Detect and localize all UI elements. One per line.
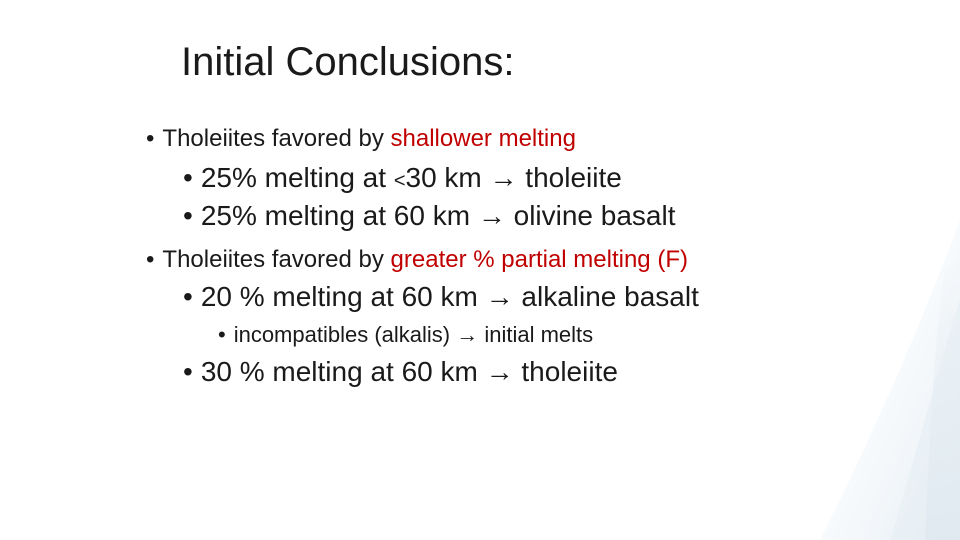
- decorative-background-swoosh: [740, 0, 960, 540]
- less-than-symbol: <: [393, 170, 406, 192]
- bullet-text: 25% melting at: [200, 162, 394, 193]
- bullet-30-melting-60km: [183, 356, 618, 388]
- bullet-text: 30 % melting at 60 km: [200, 356, 486, 387]
- bullet-20-melting-60km: [183, 281, 699, 313]
- arrow-icon: →: [485, 356, 514, 387]
- bullet-text: 25% melting at 60 km: [200, 200, 478, 231]
- arrow-icon: →: [456, 322, 479, 347]
- bullet-glyph: •: [183, 200, 193, 231]
- bullet-25-melting-30km: [183, 162, 622, 194]
- bullet-text: Tholeiites favored by: [162, 246, 391, 273]
- bullet-text: 30 km: [405, 162, 490, 193]
- arrow-icon: →: [485, 281, 514, 312]
- bullet-text: tholeiite: [517, 162, 622, 193]
- bullet-text: tholeiite: [513, 356, 618, 387]
- bullet-text: initial melts: [478, 322, 594, 347]
- bullet-glyph: •: [146, 246, 155, 273]
- bullet-text: 20 % melting at 60 km: [200, 281, 486, 312]
- bullet-glyph: •: [183, 281, 193, 312]
- bullet-text: incompatibles (alkalis): [233, 322, 457, 347]
- highlight-text: shallower melting: [390, 125, 576, 152]
- bullet-greater-partial-melting: [146, 246, 688, 274]
- bullet-shallower-melting: [146, 125, 576, 153]
- bullet-text: Tholeiites favored by: [162, 125, 391, 152]
- bullet-text: olivine basalt: [505, 200, 676, 231]
- slide-title: Initial Conclusions:: [181, 40, 515, 84]
- bullet-25-melting-60km: [183, 200, 676, 232]
- arrow-icon: →: [477, 200, 506, 231]
- bullet-text: alkaline basalt: [513, 281, 699, 312]
- bullet-glyph: •: [146, 125, 155, 152]
- highlight-text: greater % partial melting (F): [390, 246, 688, 273]
- bullet-glyph: •: [183, 356, 193, 387]
- bullet-glyph: •: [183, 162, 193, 193]
- bullet-incompatibles: [218, 322, 593, 348]
- bullet-glyph: •: [218, 322, 226, 347]
- arrow-icon: →: [489, 162, 518, 193]
